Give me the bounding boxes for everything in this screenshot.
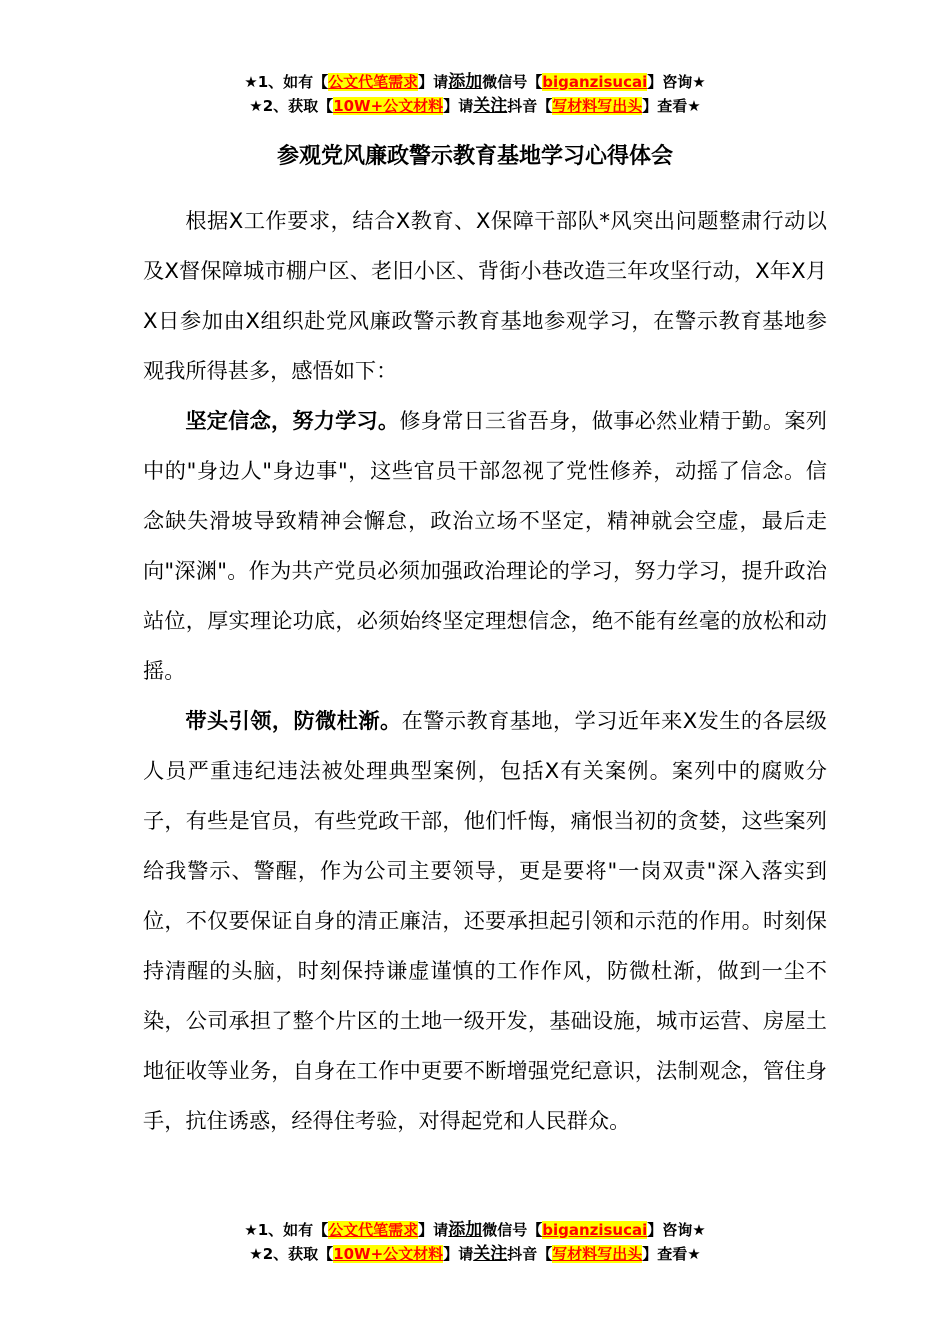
promo-line-1: ★1、如有【公文代笔需求】请添加微信号【biganzisucai】咨询★ <box>244 1220 706 1240</box>
section-body: 修身常日三省吾身，做事必然业精于勤。案列中的"身边人"身边事"，这些官员干部忽视了党性修养，动摇了信念。信念缺失滑坡导致精神会懈怠，政治立场不坚定，精神就会空虚，最后走向"深渊"。作为共产党员必须加强政治理论的学习，努力学习，提升政治站位，厚实理论功底，必须始终坚定理想信念，绝不能有丝毫的放松和动摇。 <box>143 408 827 683</box>
section-body: 在警示教育基地，学习近年来Ⅹ发生的各层级人员严重违纪违法被处理典型案例，包括Ⅹ有关案例。案列中的腐败分子，有些是官员，有些党政干部，他们忏悔，痛恨当初的贪婪，这些案列给我警示、警醒，作为公司主要领导，更是要将"一岗双责"深入落实到位，不仅要保证自身的清正廉洁，还要承担起引领和示范的作用。时刻保持清醒的头脑，时刻保持谦虚谨慎的工作作风，防微杜渐，做到一尘不染，公司承担了整个片区的土地一级开发，基础设施，城市运营、房屋土地征收等业务，自身在工作中更要不断增强党纪意识，法制观念，管住身手，抗住诱惑，经得住考验，对得起党和人民群众。 <box>143 708 827 1133</box>
document-title: 参观党风廉政警示教育基地学习心得体会 <box>276 144 673 169</box>
section-heading: 坚定信念，努力学习。 <box>185 408 400 433</box>
promo-line-1: ★1、如有【公文代笔需求】请添加微信号【biganzisucai】咨询★ <box>244 72 706 92</box>
section-paragraph <box>143 696 827 1146</box>
footer-promo-banner <box>0 1218 950 1266</box>
douyin-id: 写材料写出头 <box>552 97 643 115</box>
promo-highlight: 10W+公文材料 <box>333 1245 444 1263</box>
promo-highlight: 10W+公文材料 <box>333 97 444 115</box>
intro-paragraph: 根据Ⅹ工作要求，结合Ⅹ教育、Ⅹ保障干部队*风突出问题整肃行动以及Ⅹ督保障城市棚户区、老旧小区、背街小巷改造三年攻坚行动，Ⅹ年Ⅹ月Ⅹ日参加由Ⅹ组织赴党风廉政警示教育基地参观学习，在警示教育基地参观我所得甚多，感悟如下： <box>143 208 827 383</box>
document-body <box>143 196 827 1146</box>
header-promo-banner <box>0 70 950 118</box>
section-heading: 带头引领，防微杜渐。 <box>185 708 402 733</box>
promo-line-2: ★2、获取【10W+公文材料】请关注抖音【写材料写出头】查看★ <box>249 1244 701 1264</box>
promo-highlight: 公文代笔需求 <box>328 73 419 91</box>
douyin-id: 写材料写出头 <box>552 1245 643 1263</box>
section-paragraph <box>143 396 827 696</box>
promo-line-2: ★2、获取【10W+公文材料】请关注抖音【写材料写出头】查看★ <box>249 96 701 116</box>
promo-highlight: 公文代笔需求 <box>328 1221 419 1239</box>
wechat-id: biganzisucai <box>542 1221 648 1239</box>
wechat-id: biganzisucai <box>542 73 648 91</box>
